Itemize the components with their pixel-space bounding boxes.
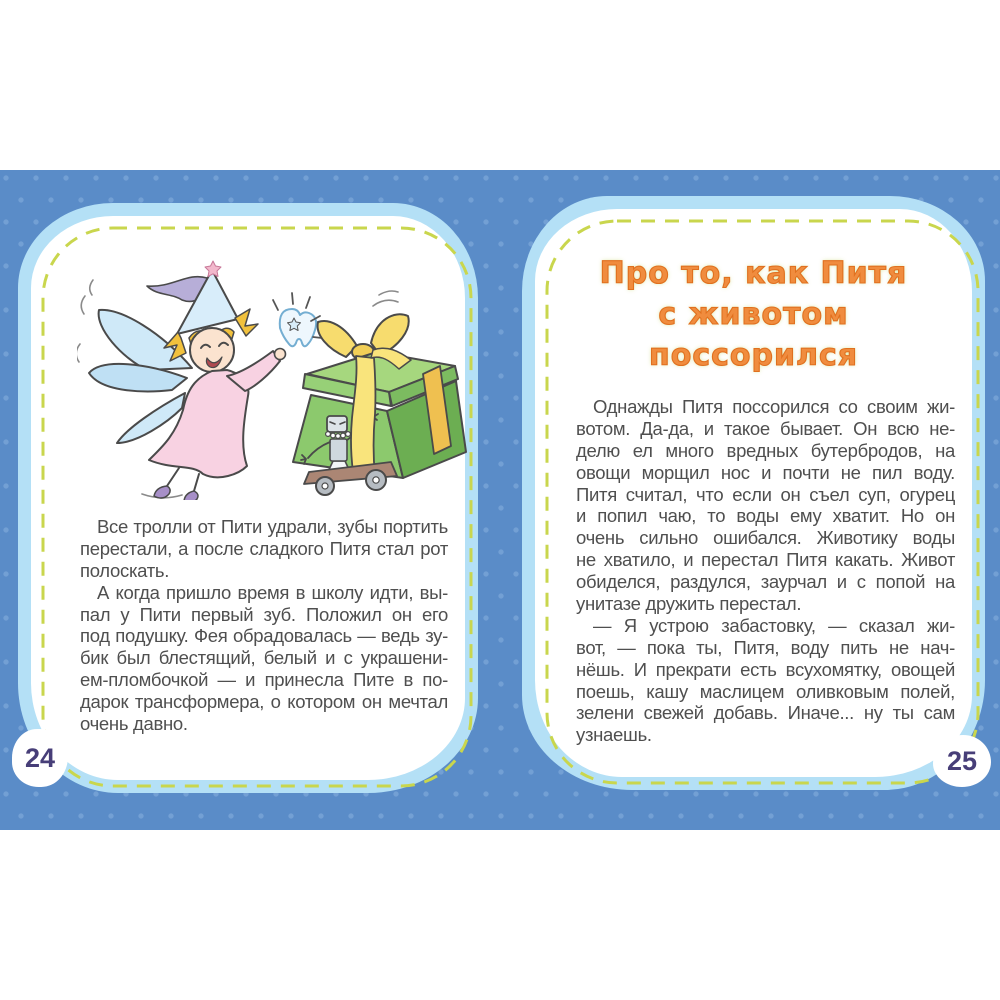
page-number: 25 xyxy=(946,745,978,776)
text-line: ем-пломбочкой — и принесла Пите в по- xyxy=(80,669,448,691)
text-line: дарок трансформера, о котором он мечтал xyxy=(80,691,448,713)
text-line: перестали, а после сладкого Питя стал рот xyxy=(80,537,448,559)
text-line: полоскать. xyxy=(80,559,170,581)
tooth-fairy-and-gift-illustration xyxy=(77,248,477,500)
text-line: унитазе дружить перестал. xyxy=(576,593,802,615)
page-right xyxy=(522,196,985,790)
text-line: бик был блестящий, белый и с украшени- xyxy=(80,647,448,669)
text-line: под подушку. Фея обрадовалась — ведь зу- xyxy=(80,625,448,647)
text-line: Все тролли от Пити удрали, зубы портить xyxy=(97,516,448,537)
text-line: и попил чаю, то воды ему хватит. Но он xyxy=(576,505,955,527)
robot-cart xyxy=(304,462,397,495)
text-line: делю ел много вредных бутербродов, на xyxy=(576,439,955,461)
text-line: вот, — пока ты, Питя, воду пить не нач- xyxy=(576,636,955,658)
tooth-fairy xyxy=(77,261,322,500)
fairy-hand xyxy=(275,349,286,360)
chapter-title-line: Про то, как Питя xyxy=(599,256,908,291)
page-number: 24 xyxy=(24,742,56,773)
fairy-wings xyxy=(89,310,192,443)
left-page-text xyxy=(80,516,448,735)
text-line: Питя считал, что если он съел суп, огурец xyxy=(576,483,955,505)
page-right-inner xyxy=(535,209,972,777)
page-left-inner xyxy=(31,216,465,780)
gift-box xyxy=(293,291,466,495)
text-line: — Я устрою забастовку, — сказал жи- xyxy=(593,614,955,636)
text-line: овощи морщил нос и почти не пил воду. xyxy=(576,461,955,483)
text-line: Однажды Питя поссорился со своим жи- xyxy=(593,396,955,417)
text-line: зелени свежей добавь. Иначе... ну ты сам xyxy=(576,702,955,724)
page-number-badge-left xyxy=(12,729,68,787)
chapter-title-line: поссорился xyxy=(648,338,859,373)
fairy-legs-boots xyxy=(154,468,199,500)
page-left xyxy=(18,203,478,793)
text-line: очень сильно ошибался. Животику воды xyxy=(576,527,955,549)
motion-lines-icon xyxy=(373,291,398,306)
text-line: нёшь. И прекрати есть всухомятку, овощей xyxy=(576,658,955,680)
text-line: поешь, кашу маслицем оливковым полей, xyxy=(576,680,955,702)
text-line: пал у Пити первый зуб. Положил он его xyxy=(80,603,448,625)
tooth-icon xyxy=(280,309,316,346)
chapter-title xyxy=(535,253,972,376)
star-icon xyxy=(205,261,221,277)
text-line: узнаешь. xyxy=(576,724,652,746)
text-line: не хватило, и перестал Питя какать. Живот xyxy=(576,549,955,571)
chapter-title-line: с животом xyxy=(658,297,849,332)
text-line: очень давно. xyxy=(80,713,188,735)
text-line: обиделся, раздулся, заурчал и с попой на xyxy=(576,571,955,593)
right-page-text xyxy=(576,396,955,746)
text-line: А когда пришло время в школу идти, вы- xyxy=(97,581,448,603)
text-line: вотом. Да-да, и такое бывает. Он всю не- xyxy=(576,417,955,439)
page-number-badge-right xyxy=(933,735,991,787)
